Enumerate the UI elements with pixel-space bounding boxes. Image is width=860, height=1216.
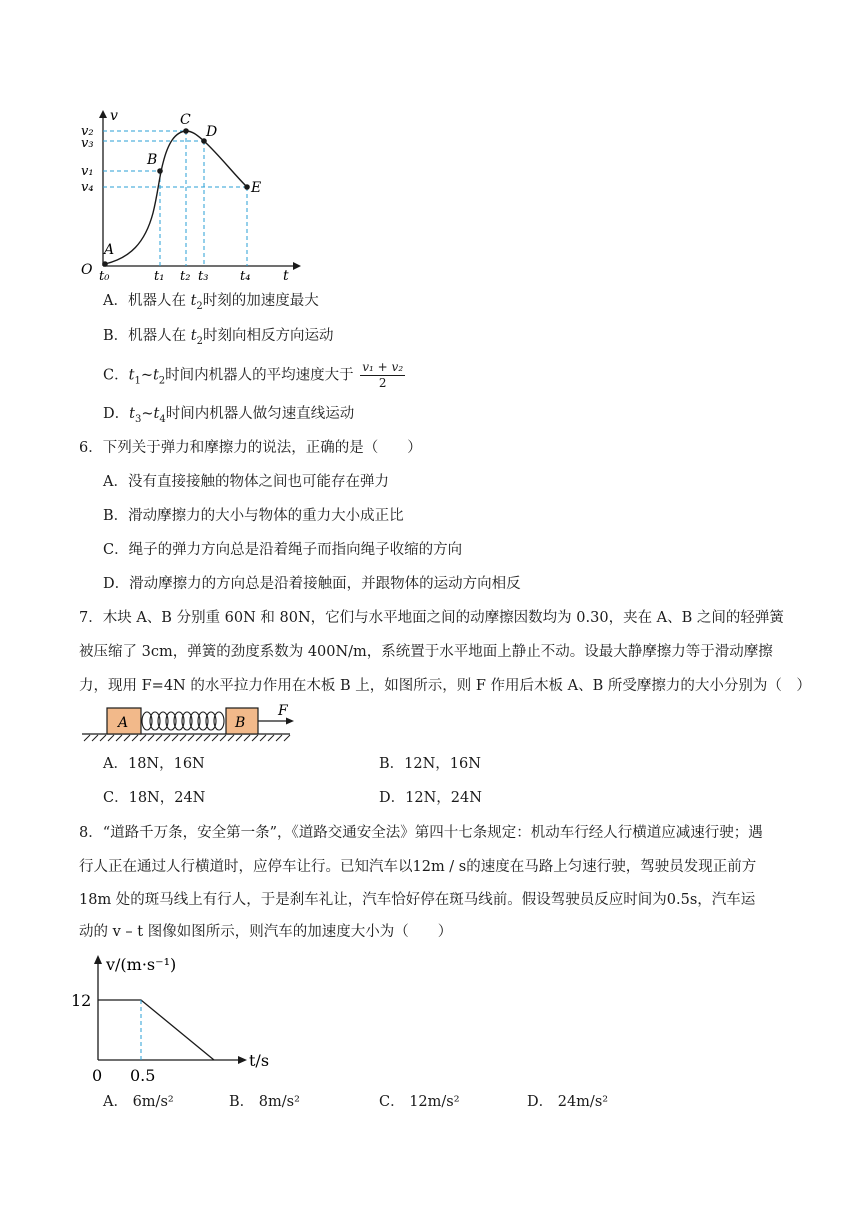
car-x-axis-label: t/s xyxy=(249,1051,270,1070)
point-label-e: E xyxy=(251,180,262,196)
velocity-curve xyxy=(105,131,247,264)
q6-stem: 6．下列关于弹力和摩擦力的说法，正确的是（ ） xyxy=(79,440,422,456)
y-tick-v4: v₄ xyxy=(81,180,94,195)
car-velocity-line xyxy=(98,1000,214,1060)
q7-stem-line2: 被压缩了 3cm，弹簧的劲度系数为 400N/m，系统置于水平地面上静止不动。设最大静摩擦力等于滑动摩擦 xyxy=(79,644,773,660)
svg-text:B: B xyxy=(235,715,246,731)
svg-text:A: A xyxy=(118,715,129,731)
x-tick-t1: t₁ xyxy=(154,269,165,280)
q8-option-c: C． 12m/s² xyxy=(379,1094,460,1110)
q7-stem-line3: 力，现用 F=4N 的水平拉力作用在木板 B 上，如图所示，则 F 作用后木板 A、B 所受摩擦力的大小分别为（ ） xyxy=(79,678,811,694)
velocity-time-graph xyxy=(75,108,305,280)
y-axis-label: v xyxy=(110,108,118,124)
y-tick-v3: v₃ xyxy=(81,136,94,151)
origin-label: O xyxy=(81,262,93,278)
car-y-tick-12: 12 xyxy=(71,991,92,1010)
y-tick-v1: v₁ xyxy=(81,164,94,179)
q7-option-b: B．12N，16N xyxy=(379,756,481,772)
q7-option-c: C．18N，24N xyxy=(103,790,206,806)
car-vt-graph xyxy=(68,950,288,1086)
car-origin-label: 0 xyxy=(92,1066,103,1085)
y-tick-v2: v₂ xyxy=(81,124,94,139)
q8-stem-line1: 8．“道路千万条，安全第一条”，《道路交通安全法》第四十七条规定：机动车行经人行横道应减速行驶；遇 xyxy=(79,825,763,841)
q5-option-a: A．机器人在 $t_2$时刻的加速度最大 xyxy=(103,293,319,312)
q6-option-a: A．没有直接接触的物体之间也可能存在弹力 xyxy=(103,474,389,490)
q8-stem-line3: 18m 处的斑马线上有行人，于是刹车礼让，汽车恰好停在斑马线前。假设驾驶员反应时间为0.5s，汽车运 xyxy=(79,892,756,908)
q6-option-d: D．滑动摩擦力的方向总是沿着接触面，并跟物体的运动方向相反 xyxy=(103,576,521,592)
spring-blocks-diagram xyxy=(80,702,295,746)
q8-option-b: B． 8m/s² xyxy=(229,1094,300,1110)
x-tick-t2: t₂ xyxy=(180,269,191,280)
q7-option-d: D．12N，24N xyxy=(379,790,482,806)
average-velocity-fraction: $\frac{\text{v₁ + v₂}}{2}$ xyxy=(362,360,404,390)
q6-option-b: B．滑动摩擦力的大小与物体的重力大小成正比 xyxy=(103,508,404,524)
q8-stem-line4: 动的 v – t 图像如图所示，则汽车的加速度大小为（ ） xyxy=(79,924,453,940)
q6-option-c: C．绳子的弹力方向总是沿着绳子而指向绳子收缩的方向 xyxy=(103,542,463,558)
x-tick-t4: t₄ xyxy=(240,269,251,280)
q5-option-b: B．机器人在 $t_2$时刻向相反方向运动 xyxy=(103,328,334,347)
q8-option-a: A． 6m/s² xyxy=(103,1094,174,1110)
point-label-c: C xyxy=(180,112,191,128)
x-tick-t3: t₃ xyxy=(198,269,209,280)
force-label: F xyxy=(278,703,288,719)
x-axis-label: t xyxy=(283,268,289,280)
point-label-a: A xyxy=(104,242,115,258)
q7-stem-line1: 7．木块 A、B 分别重 60N 和 80N，它们与水平地面之间的动摩擦因数均为 0.30，夹在 A、B 之间的轻弹簧 xyxy=(79,610,784,626)
q8-option-d: D． 24m/s² xyxy=(527,1094,609,1110)
q5-option-d: D．$t_3\sim t_4$时间内机器人做匀速直线运动 xyxy=(103,406,355,425)
car-y-axis-label: v/(m·s⁻¹) xyxy=(106,955,177,974)
q7-option-a: A．18N，16N xyxy=(103,756,205,772)
point-label-b: B xyxy=(147,152,158,168)
x-tick-t0: t₀ xyxy=(99,269,110,280)
q8-stem-line2: 行人正在通过人行横道时，应停车让行。已知汽车以12m / s的速度在马路上匀速行驶，驾驶员发现正前方 xyxy=(79,859,757,875)
point-label-d: D xyxy=(206,124,218,140)
spring xyxy=(142,712,224,730)
car-x-tick-0-5: 0.5 xyxy=(130,1066,156,1085)
q5-option-c: C．$t_1\sim t_2$时间内机器人的平均速度大于 $\frac{\text{v₁ + v₂}}{2}$ xyxy=(103,360,404,390)
